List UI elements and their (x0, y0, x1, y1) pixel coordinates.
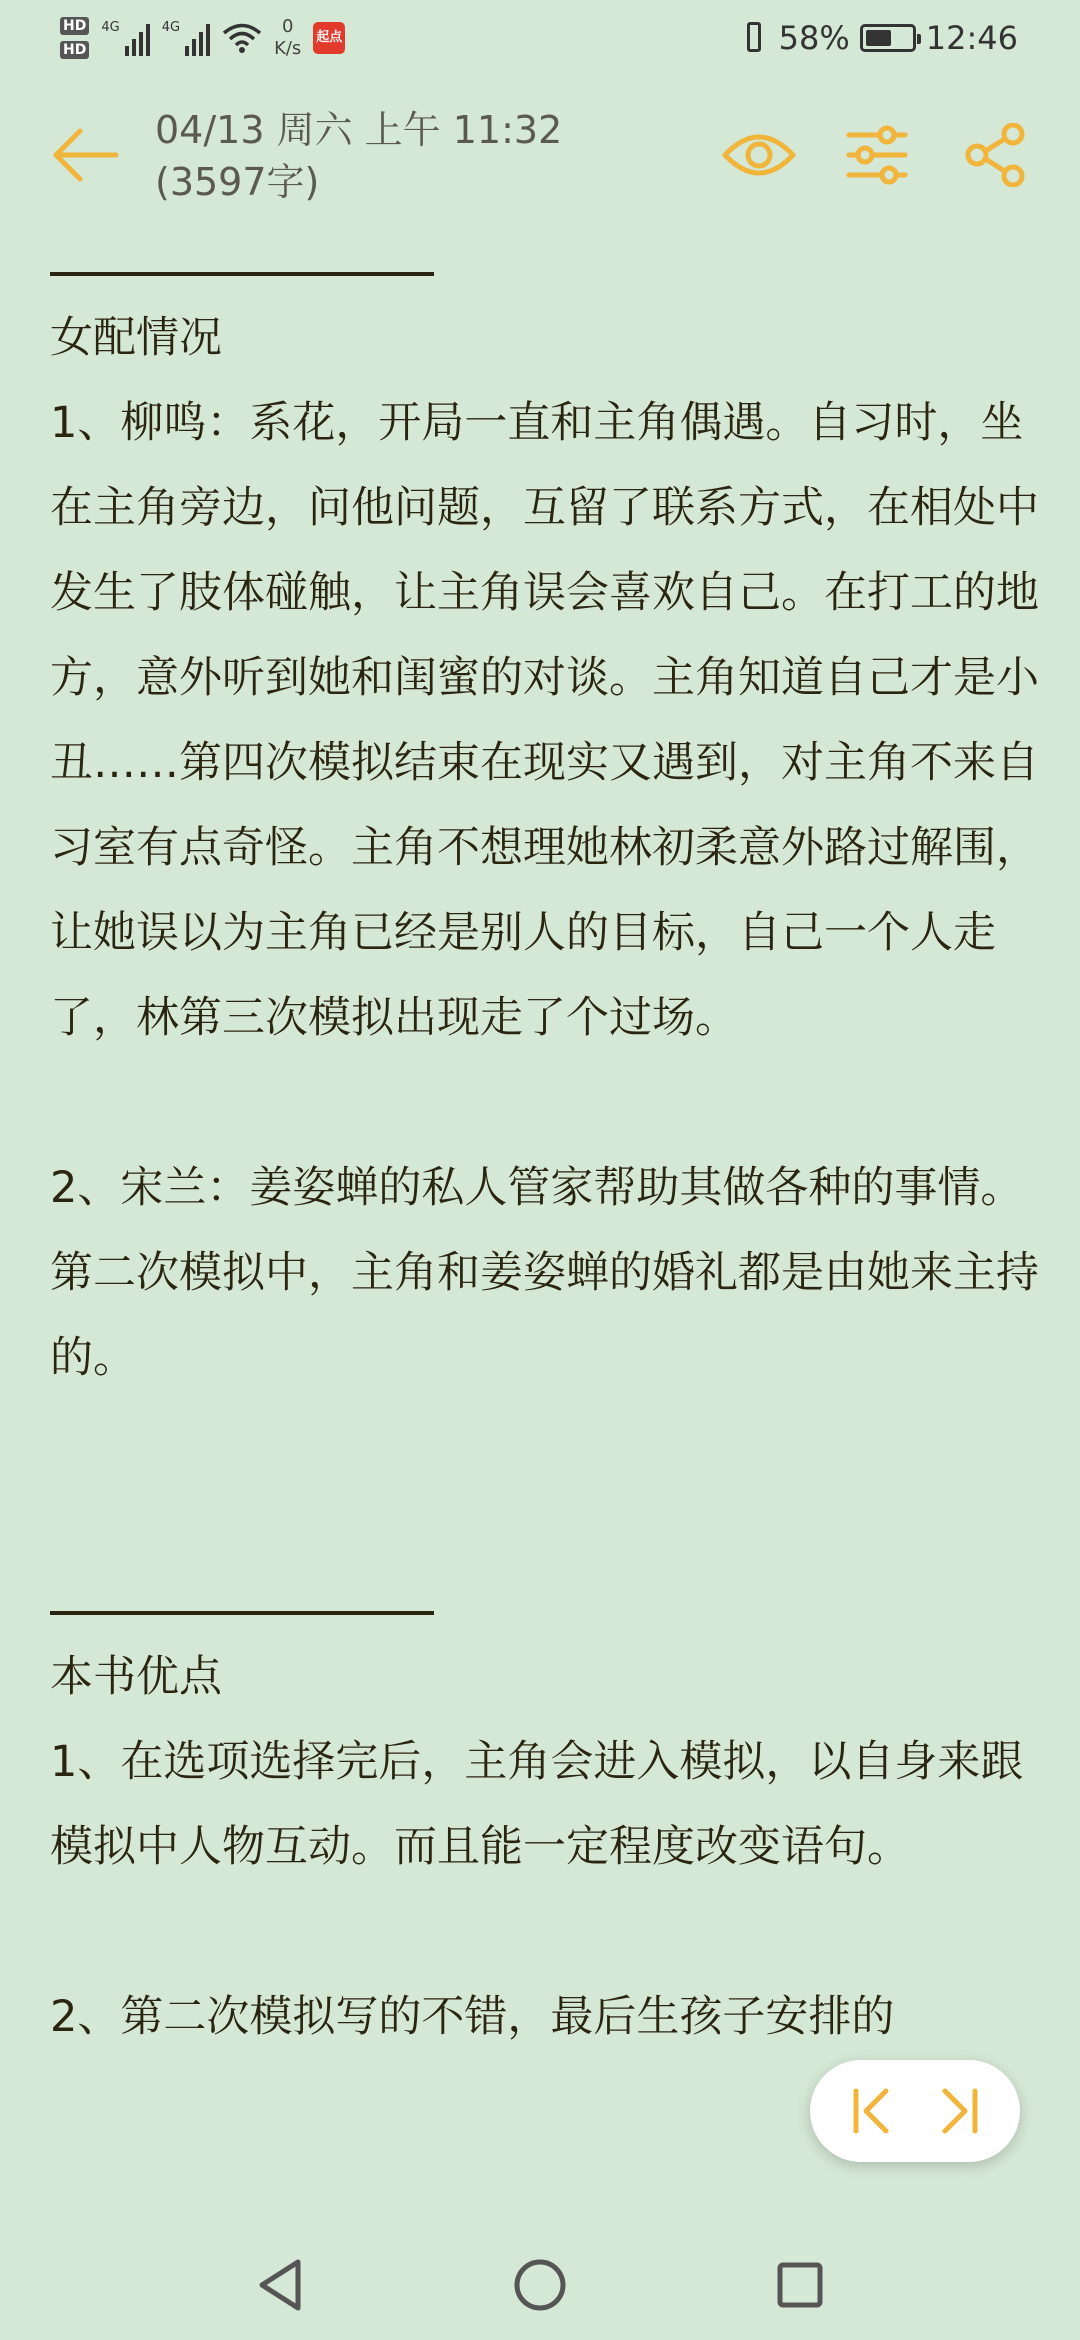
jump-to-top-button[interactable] (837, 2076, 907, 2146)
sim1-tag: 4G (101, 20, 120, 35)
share-button[interactable] (950, 110, 1040, 200)
divider (50, 272, 434, 276)
sim2-tag: 4G (161, 20, 181, 35)
header-info (155, 104, 562, 208)
paragraph: 2、宋兰：姜姿蝉的私人管家帮助其做各种的事情。第二次模拟中，主角和姜姿蝉的婚礼都是由她来主持的。 (50, 1163, 1039, 1383)
hd-badge-2: HD (60, 41, 89, 59)
reader-header (0, 90, 1080, 220)
back-arrow-icon (50, 125, 120, 185)
home-circle-icon (512, 2257, 568, 2313)
preview-button[interactable] (714, 110, 804, 200)
section-title: 本书优点 (50, 1652, 222, 1702)
battery-percent: 58% (778, 19, 850, 57)
page-jump-control (810, 2060, 1020, 2162)
settings-button[interactable] (832, 110, 922, 200)
vibrate-icon (739, 20, 769, 56)
system-home-button[interactable] (505, 2250, 575, 2320)
section-title: 女配情况 (50, 313, 222, 363)
battery-icon (860, 24, 916, 52)
status-right (739, 10, 1018, 66)
jump-to-bottom-button[interactable] (924, 2076, 994, 2146)
eye-icon (721, 127, 797, 183)
sim2-signal-icon (162, 20, 210, 56)
app-notification-icon: 起点 (313, 22, 345, 54)
word-count: (3597字) (155, 160, 320, 204)
clock: 12:46 (925, 19, 1018, 57)
back-triangle-icon (256, 2258, 304, 2312)
hd-indicators (60, 17, 89, 59)
recents-square-icon (775, 2260, 825, 2310)
note-content[interactable] (50, 232, 1040, 2060)
system-recents-button[interactable] (765, 2250, 835, 2320)
battery-fill (866, 30, 892, 46)
net-speed (274, 16, 301, 60)
status-left (60, 10, 345, 66)
paragraph: 1、在选项选择完后，主角会进入模拟，以自身来跟模拟中人物互动。而且能一定程度改变语句。 (50, 1737, 1024, 1872)
last-page-icon (937, 2087, 981, 2135)
hd-badge-1: HD (60, 17, 89, 35)
first-page-icon (850, 2087, 894, 2135)
system-back-button[interactable] (245, 2250, 315, 2320)
paragraph: 1、柳鸣：系花，开局一直和主角偶遇。自习时，坐在主角旁边，问他问题，互留了联系方式，在相处中发生了肢体碰触，让主角误会喜欢自己。在打工的地方，意外听到她和闺蜜的对谈。主角知道自己才是小丑……第四次模拟结束在现实又遇到，对主角不来自习室有点奇怪。主角不想理她林初柔意外路过解围，让她误以为主角已经是别人的目标，自己一个人走了，林第三次模拟出现走了个过场。 (50, 398, 1039, 1043)
divider (50, 1611, 434, 1615)
system-navigation-bar (0, 2230, 1080, 2340)
status-bar (0, 0, 1080, 76)
net-speed-unit: K/s (274, 38, 302, 59)
note-datetime: 04/13 周六 上午 11:32 (155, 108, 563, 152)
back-button[interactable] (40, 110, 130, 200)
net-speed-value: 0 (281, 16, 294, 37)
wifi-icon (222, 22, 262, 54)
header-actions (714, 110, 1040, 200)
share-icon (963, 123, 1027, 187)
paragraph: 2、第二次模拟写的不错，最后生孩子安排的 (50, 1992, 895, 2042)
sim1-signal-icon (101, 20, 149, 56)
sliders-icon (845, 125, 909, 185)
